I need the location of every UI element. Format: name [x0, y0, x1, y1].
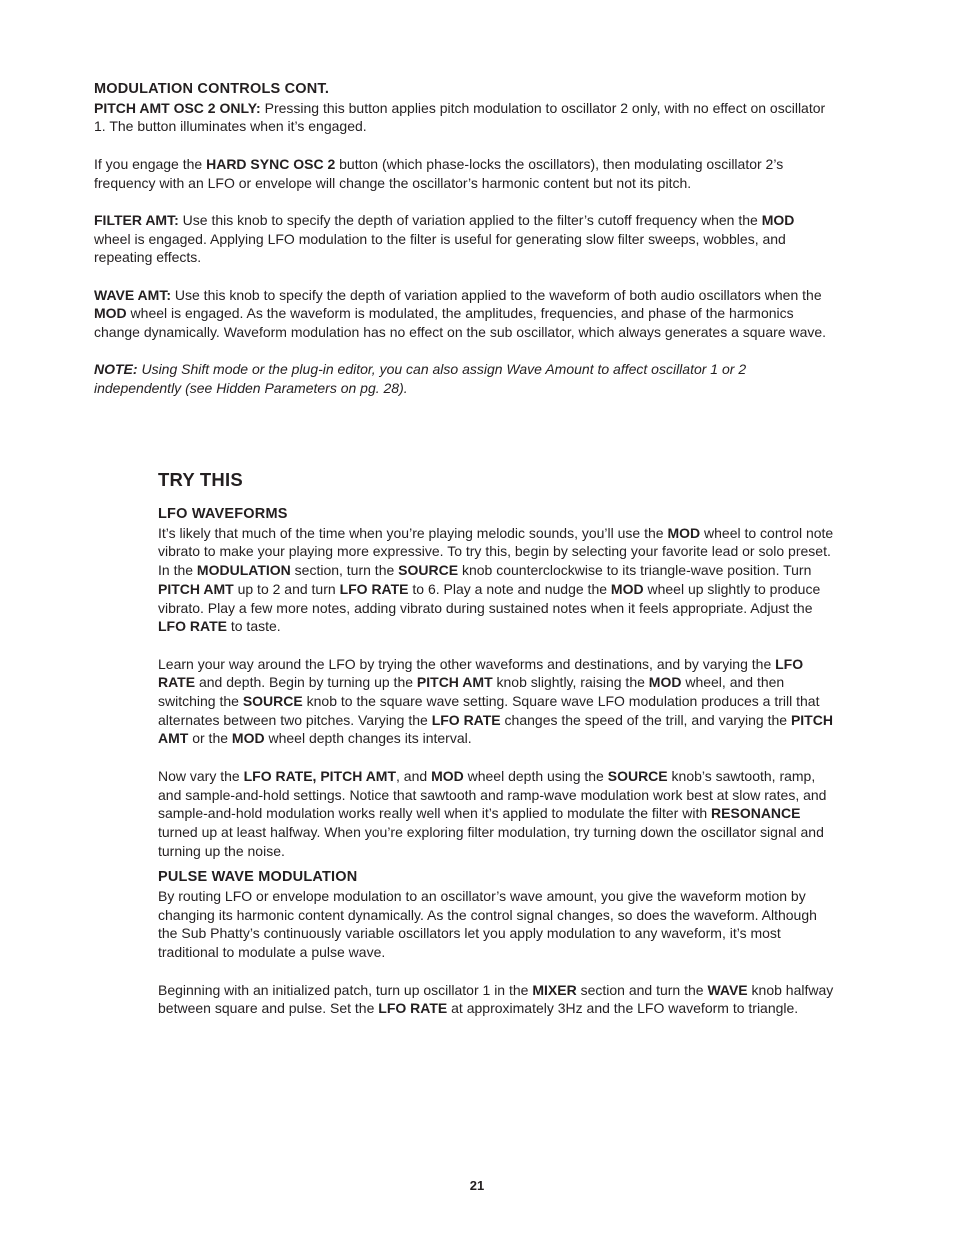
wave-amt-label: WAVE AMT:: [94, 286, 171, 303]
note-label: NOTE:: [94, 361, 138, 378]
hard-sync-text-1: If you engage the: [94, 155, 207, 172]
pitch-amt-paragraph: [94, 99, 834, 136]
text-run: Beginning with an initialized patch, turn up oscillator 1 in the: [158, 981, 533, 998]
lfo-paragraph-3: [158, 767, 838, 861]
bold-run: LFO RATE: [158, 618, 227, 635]
bold-run: MODULATION: [196, 562, 291, 579]
bold-run: MOD: [610, 580, 644, 597]
hard-sync-paragraph: [94, 155, 834, 192]
pulse-paragraph-1: By routing LFO or envelope modulation to an oscillator’s wave amount, you give the waveform motion by changing its harmonic content dynamically. As the control signal changes, so does the waveform. Although the Sub Phatty’s continuously variable oscillators let you apply modulation to any waveform, it’s most traditional to modulate a pulse wave.: [158, 888, 817, 961]
filter-amt-text-2: wheel is engaged. Applying LFO modulation to the filter is useful for generating slow filter sweeps, wobbles, and repeating effects.: [94, 230, 786, 266]
bold-run: MOD: [431, 767, 464, 784]
bold-run: LFO RATE: [378, 1000, 448, 1017]
hard-sync-bold: HARD SYNC OSC 2: [206, 155, 336, 172]
text-run: knob to the square wave setting. Square wave LFO modulation produces a trill that alternates between two pitches. Varying the: [158, 693, 820, 728]
bold-run: WAVE: [707, 981, 748, 998]
lfo-waveforms-heading: LFO WAVEFORMS: [158, 506, 288, 522]
try-this-heading: TRY THIS: [158, 469, 243, 490]
text-run: knob counterclockwise to its triangle-wave position. Turn: [458, 562, 812, 579]
bold-run: MIXER: [532, 981, 577, 998]
bold-run: LFO RATE, PITCH AMT: [243, 767, 397, 784]
modulation-controls-section: [94, 80, 834, 417]
wave-amt-text-2: wheel is engaged. As the waveform is modulated, the amplitudes, frequencies, and phase of the harmonics change dynamically. Waveform modulation has no effect on the sub oscillator, which always generates a square wave.: [94, 305, 827, 341]
bold-run: PITCH AMT: [158, 580, 234, 597]
text-run: to taste.: [226, 618, 281, 635]
bold-run: LFO RATE: [158, 655, 804, 691]
lfo-paragraph-2: [158, 655, 838, 749]
note-paragraph: [94, 360, 834, 397]
bold-run: SOURCE: [242, 693, 303, 710]
wave-amt-text-1: Use this knob to specify the depth of variation applied to the waveform of both audio oscillators when the: [171, 286, 822, 303]
text-run: wheel, and then switching the: [158, 674, 785, 710]
bold-run: PITCH AMT: [158, 711, 833, 747]
bold-run: RESONANCE: [711, 805, 801, 822]
text-run: Learn your way around the LFO by trying the other waveforms and destinations, and by varying the: [158, 655, 776, 672]
pulse-wave-heading: PULSE WAVE MODULATION: [158, 869, 358, 886]
wave-amt-bold: MOD: [94, 305, 127, 322]
text-run: wheel depth using the: [463, 767, 608, 784]
lfo-paragraph-1: [158, 524, 838, 636]
text-run: wheel to control note vibrato to make your playing more expressive. To try this, begin by selecting your favorite lead or solo preset. In the: [158, 524, 834, 579]
text-run: knob’s sawtooth, ramp, and sample-and-hold settings. Notice that sawtooth and ramp-wave modulation work best at slow rates, and sample-and-hold modulation works really well when it’s applied to modulate the filter with: [158, 767, 827, 822]
pitch-amt-label: PITCH AMT OSC 2 ONLY:: [94, 99, 261, 116]
text-run: and depth. Begin by turning up the: [195, 674, 417, 691]
bold-run: PITCH AMT: [416, 674, 493, 691]
text-run: section, turn the: [290, 562, 399, 579]
text-run: turned up at least halfway. When you’re exploring filter modulation, try turning down the oscillator signal and turning up the noise.: [158, 823, 824, 859]
text-run: Now vary the: [158, 767, 244, 784]
filter-amt-text-1: Use this knob to specify the depth of variation applied to the filter’s cutoff frequency when the: [178, 211, 762, 228]
text-run: at approximately 3Hz and the LFO waveform to triangle.: [447, 1000, 799, 1017]
bold-run: SOURCE: [398, 562, 459, 579]
bold-run: LFO RATE: [431, 711, 501, 728]
bold-run: MOD: [648, 674, 682, 691]
filter-amt-paragraph: [94, 211, 834, 267]
bold-run: SOURCE: [607, 767, 668, 784]
text-run: wheel up slightly to produce vibrato. Play a few more notes, adding vibrato during sustained notes when it feels appropriate. Adjust the: [158, 580, 821, 616]
page-number: 21: [469, 1178, 485, 1193]
section-heading: MODULATION CONTROLS CONT.: [94, 81, 330, 97]
text-run: section and turn the: [576, 981, 708, 998]
text-run: It’s likely that much of the time when you’re playing melodic sounds, you’ll use the: [158, 524, 668, 541]
text-run: to 6. Play a note and nudge the: [408, 580, 611, 597]
text-run: knob halfway between square and pulse. Set the: [158, 981, 834, 1017]
bold-run: MOD: [231, 730, 265, 747]
wave-amt-paragraph: [94, 286, 834, 342]
try-this-section: [158, 467, 838, 1037]
bold-run: LFO RATE: [339, 580, 409, 597]
text-run: or the: [188, 730, 232, 747]
filter-amt-label: FILTER AMT:: [94, 211, 179, 228]
filter-amt-bold: MOD: [761, 211, 795, 228]
note-text: Using Shift mode or the plug-in editor, you can also assign Wave Amount to affect oscillator 1 or 2 independently (see Hidden Parameters on pg. 28).: [94, 361, 747, 397]
pulse-paragraph-2: [158, 981, 838, 1018]
text-run: up to 2 and turn: [233, 580, 340, 597]
pitch-amt-text: Pressing this button applies pitch modulation to oscillator 2 only, with no effect on oscillator 1. The button illuminates when it’s engaged.: [94, 99, 826, 135]
text-run: wheel depth changes its interval.: [264, 730, 472, 747]
bold-run: MOD: [667, 524, 701, 541]
hard-sync-text-2: button (which phase-locks the oscillators), then modulating oscillator 2’s frequency with an LFO or envelope will change the oscillator’s harmonic content but not its pitch.: [94, 155, 784, 191]
text-run: , and: [396, 767, 432, 784]
text-run: knob slightly, raising the: [492, 674, 649, 691]
text-run: changes the speed of the trill, and varying the: [500, 711, 791, 728]
